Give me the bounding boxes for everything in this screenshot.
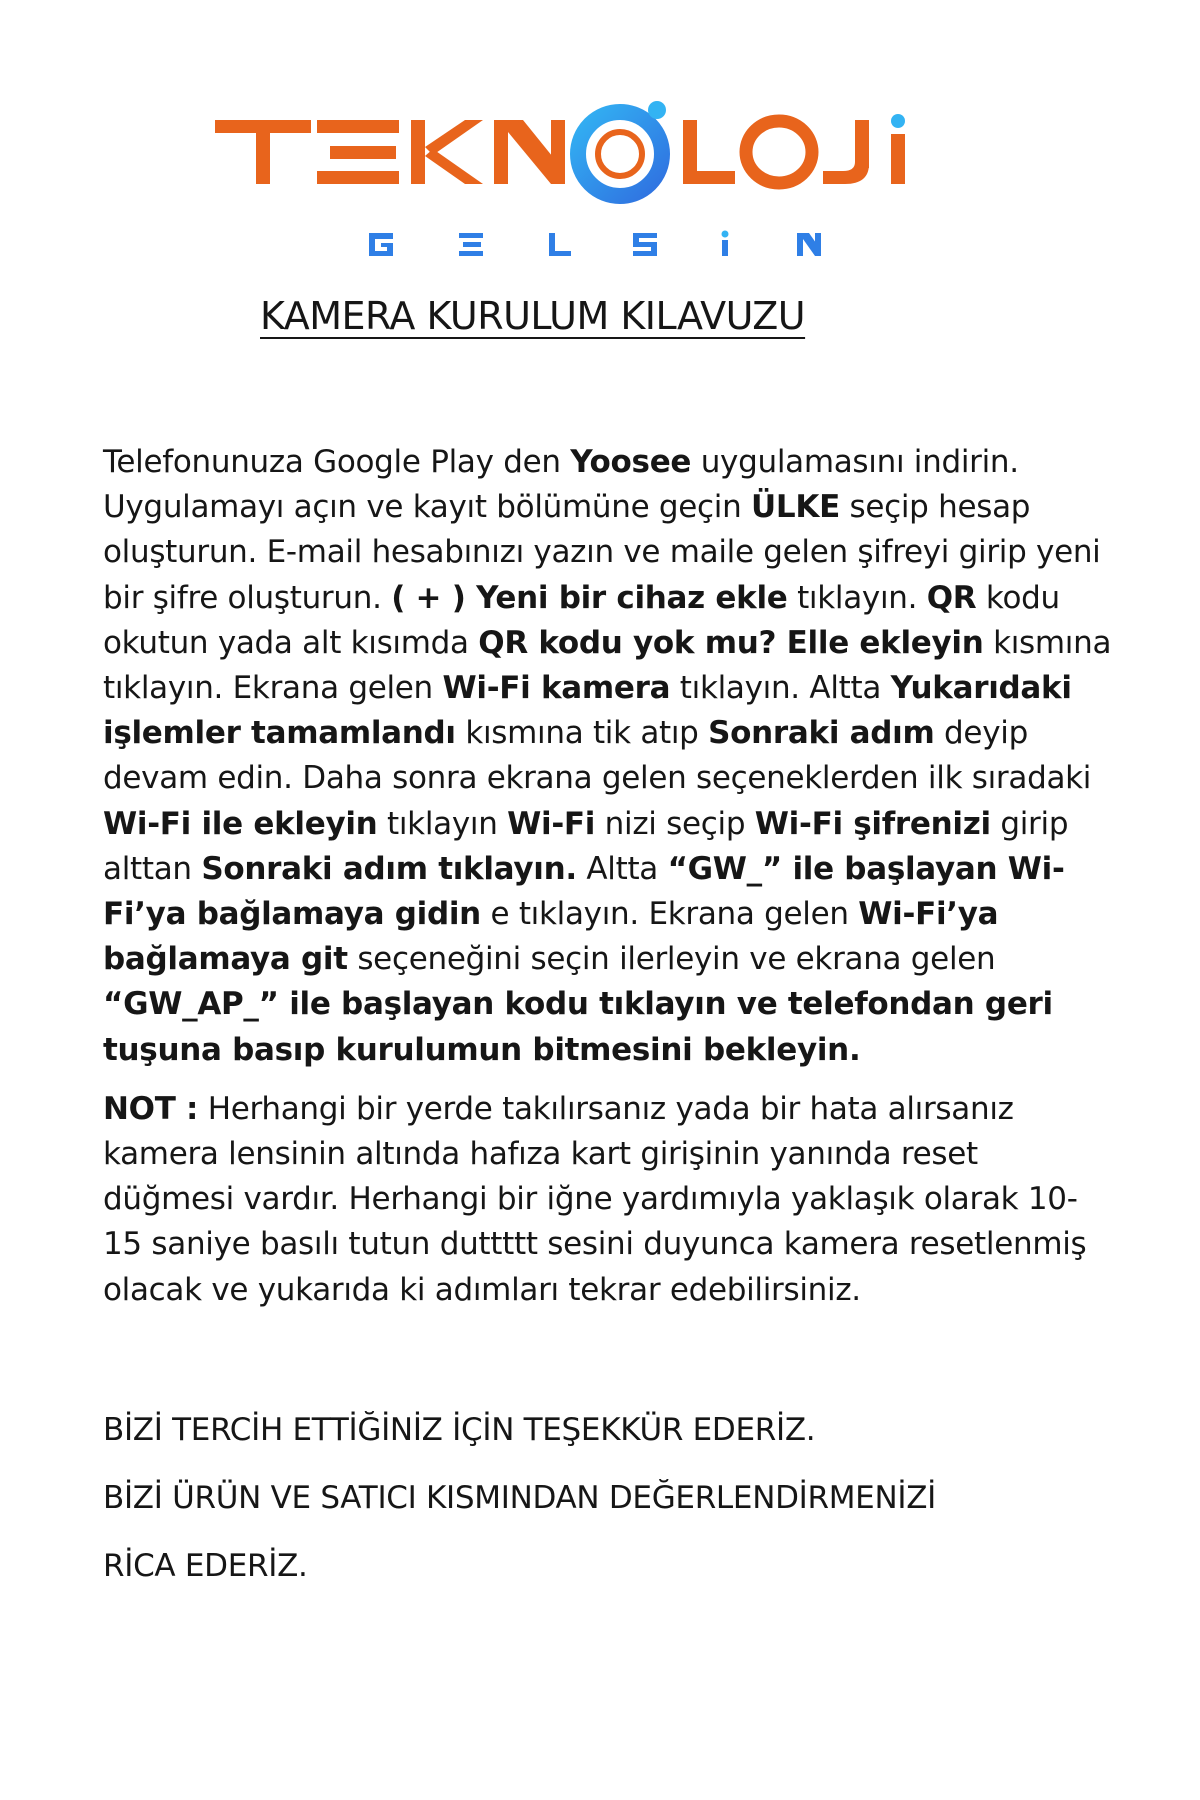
instruction-text: seçip hesap oluşturun. E-mail hesabınızı yazın ve maile gelen şifreyi girip yeni bir şifre oluşturun. <box>103 489 1101 616</box>
instruction-emphasis: “GW_AP_” ile başlayan kodu tıklayın ve telefondan geri tuşuna basıp kurulumun bitmesini bekleyin. <box>103 986 1053 1068</box>
instruction-text: deyip devam edin. Daha sonra ekrana gelen seçeneklerden ilk sıradaki <box>103 715 1092 797</box>
instruction-emphasis: Wi-Fi <box>507 805 596 842</box>
instruction-text: Altta <box>576 850 668 887</box>
instruction-text: seçeneğini seçin ilerleyin ve ekrana gelen <box>347 941 996 978</box>
logo-letter-n <box>494 120 565 184</box>
app-name-yoosee: Yoosee <box>570 444 692 480</box>
note-paragraph <box>103 1087 1113 1313</box>
instruction-emphasis: Yukarıdaki işlemler tamamlandı <box>103 670 1072 752</box>
note-label: NOT : <box>103 1090 199 1127</box>
instruction-emphasis: Sonraki adım tıklayın. <box>201 850 577 887</box>
instruction-text: tıklayın. <box>787 579 927 616</box>
closing-section <box>103 1410 936 1614</box>
closing-line-3: RİCA EDERİZ. <box>103 1548 308 1584</box>
instruction-emphasis: Wi-Fi kamera <box>442 670 671 707</box>
instruction-emphasis: QR <box>926 579 977 616</box>
instruction-text: tıklayın <box>377 805 508 842</box>
closing-line-1: BİZİ TERCİH ETTİĞİNİZ İÇİN TEŞEKKÜR EDERİZ. <box>103 1412 816 1448</box>
closing-line-2: BİZİ ÜRÜN VE SATICI KISMINDAN DEĞERLENDİRMENİZİ <box>103 1480 936 1516</box>
instruction-text: uygulamasını indirin. Uygulamayı açın ve kayıt bölümüne geçin <box>103 444 1019 526</box>
instruction-emphasis: Sonraki adım <box>708 715 935 752</box>
instruction-emphasis: Wi-Fi’ya bağlamaya git <box>103 896 999 978</box>
logo-letter-j <box>823 120 869 184</box>
instruction-text: nizi seçip <box>595 805 755 842</box>
instruction-text: Telefonunuza Google Play den <box>103 444 571 480</box>
logo-letter-i <box>891 114 905 184</box>
instruction-emphasis: Wi-Fi ile ekleyin <box>103 805 378 842</box>
instructions-paragraph <box>103 440 1113 1073</box>
instruction-emphasis: “GW_” ile başlayan Wi-Fi’ya bağlamaya gidin <box>103 850 1065 933</box>
logo-subtitle <box>369 231 821 257</box>
instruction-emphasis: QR kodu yok mu? Elle ekleyin <box>478 624 984 661</box>
instruction-text: kısmına tik atıp <box>455 715 709 752</box>
instruction-emphasis: ( + ) Yeni bir cihaz ekle <box>391 579 788 616</box>
instructions-section <box>103 440 1113 1313</box>
instruction-emphasis: ÜLKE <box>751 489 840 526</box>
brand-logo <box>215 92 935 267</box>
instruction-emphasis: Wi-Fi şifrenizi <box>754 805 991 842</box>
instruction-text: kodu okutun yada alt kısımda <box>103 579 1060 661</box>
logo-letter-l <box>683 120 735 184</box>
logo-letter-t <box>215 120 311 184</box>
logo-ring-o <box>578 101 666 196</box>
logo-letter-k <box>411 120 483 184</box>
instruction-text: e tıklayın. Ekrana gelen <box>480 896 859 933</box>
logo-letter-e <box>317 120 399 184</box>
instruction-text: tıklayın. Altta <box>670 670 891 707</box>
logo-letter-o <box>746 121 812 183</box>
logo-graphic <box>215 92 935 267</box>
instruction-text: girip alttan <box>103 805 1069 887</box>
instruction-text: kısmına tıklayın. Ekrana gelen <box>103 624 1112 707</box>
page-title: KAMERA KURULUM KILAVUZU <box>260 294 806 338</box>
note-text: Herhangi bir yerde takılırsanız yada bir hata alırsanız kamera lensinin altında hafıza kart girişinin yanında reset düğmesi vardır. Herhangi bir iğne yardımıyla yaklaşık olarak 10-15 saniye basılı tutun duttttt sesini duyunca kamera resetlenmiş olacak ve yukarıda ki adımları tekrar edebilirsiniz. <box>103 1090 1087 1308</box>
